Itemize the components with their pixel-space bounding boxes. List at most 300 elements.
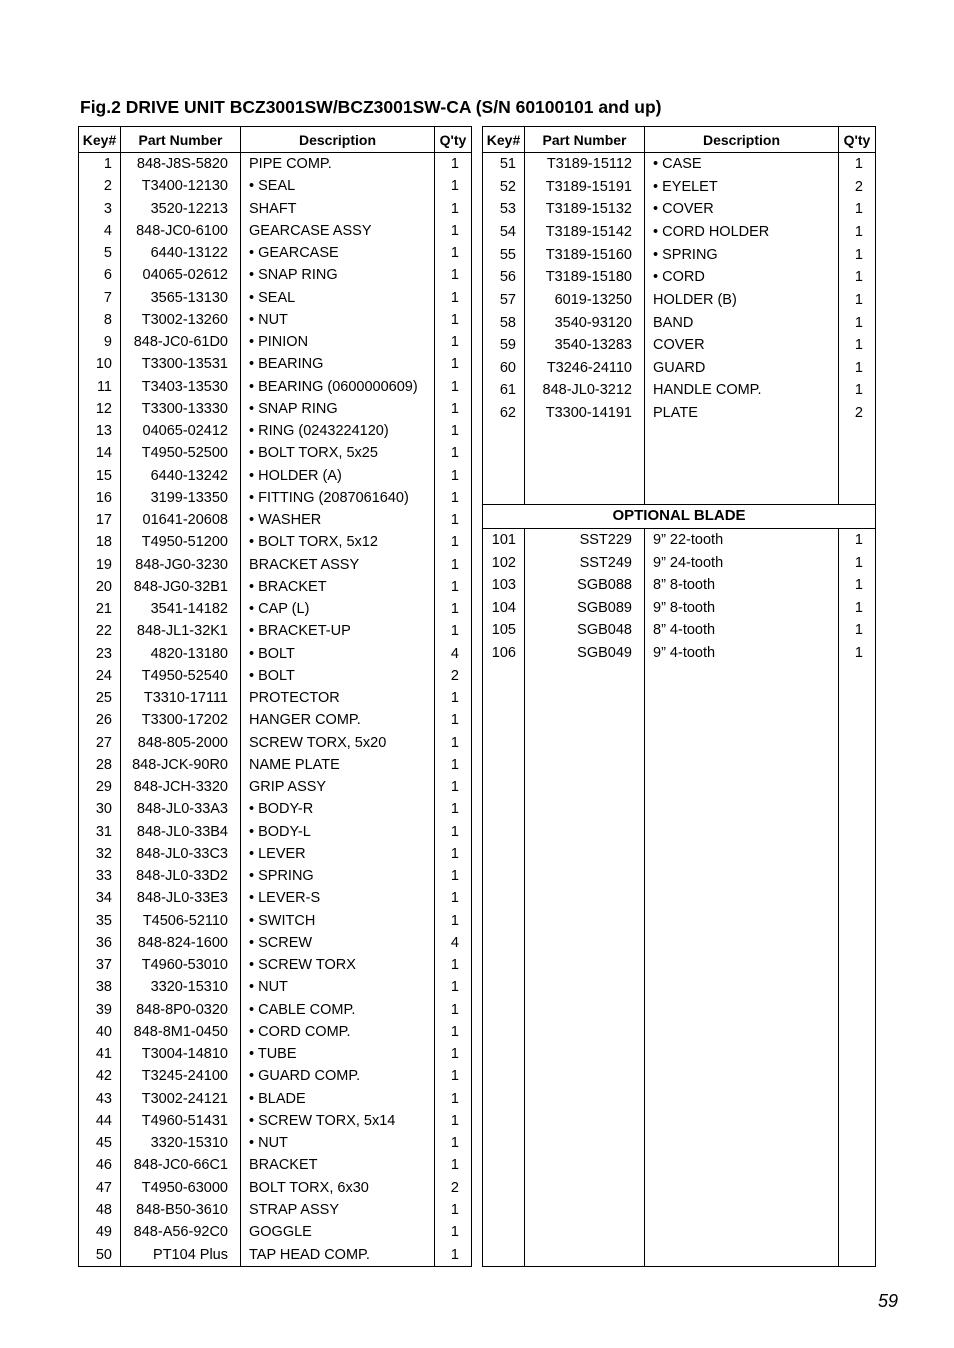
empty-cell xyxy=(483,425,525,505)
table-row xyxy=(79,954,472,976)
cell-qty: 1 xyxy=(435,798,472,820)
cell-description: • CAP (L) xyxy=(241,598,435,620)
cell-key: 20 xyxy=(79,576,121,598)
cell-part-number: SGB089 xyxy=(525,597,645,620)
column-header-key: Key# xyxy=(483,127,525,153)
cell-key: 106 xyxy=(483,642,525,665)
table-row xyxy=(79,932,472,954)
cell-part-number: 3540-93120 xyxy=(525,311,645,334)
cell-qty: 1 xyxy=(435,620,472,642)
cell-part-number: T3403-13530 xyxy=(121,376,241,398)
cell-key: 61 xyxy=(483,379,525,402)
table-row xyxy=(483,311,876,334)
cell-key: 102 xyxy=(483,551,525,574)
cell-qty: 1 xyxy=(435,153,472,176)
cell-qty: 1 xyxy=(435,487,472,509)
table-row xyxy=(483,244,876,267)
cell-key: 7 xyxy=(79,287,121,309)
cell-description: • SCREW TORX xyxy=(241,954,435,976)
cell-description: • BEARING xyxy=(241,353,435,375)
table-row xyxy=(79,287,472,309)
cell-qty: 1 xyxy=(839,311,876,334)
cell-description: • SEAL xyxy=(241,287,435,309)
cell-part-number: T3400-12130 xyxy=(121,175,241,197)
cell-qty: 1 xyxy=(435,1110,472,1132)
cell-part-number: SGB048 xyxy=(525,619,645,642)
cell-key: 34 xyxy=(79,887,121,909)
cell-description: • CABLE COMP. xyxy=(241,999,435,1021)
cell-qty: 1 xyxy=(435,821,472,843)
cell-description: • EYELET xyxy=(645,176,839,199)
cell-part-number: 6440-13122 xyxy=(121,242,241,264)
table-row xyxy=(79,976,472,998)
cell-qty: 1 xyxy=(435,1199,472,1221)
cell-key: 42 xyxy=(79,1065,121,1087)
cell-part-number: 848-JCH-3320 xyxy=(121,776,241,798)
table-row xyxy=(483,574,876,597)
cell-qty: 1 xyxy=(435,865,472,887)
cell-part-number: T3002-13260 xyxy=(121,309,241,331)
cell-part-number: T3189-15180 xyxy=(525,266,645,289)
cell-key: 50 xyxy=(79,1243,121,1266)
cell-key: 46 xyxy=(79,1154,121,1176)
cell-key: 44 xyxy=(79,1110,121,1132)
cell-key: 22 xyxy=(79,620,121,642)
cell-description: • CORD HOLDER xyxy=(645,221,839,244)
cell-key: 23 xyxy=(79,643,121,665)
cell-description: • PINION xyxy=(241,331,435,353)
cell-part-number: 848-J8S-5820 xyxy=(121,153,241,176)
cell-key: 16 xyxy=(79,487,121,509)
filler-row xyxy=(483,664,876,1266)
cell-key: 5 xyxy=(79,242,121,264)
cell-key: 2 xyxy=(79,175,121,197)
table-row xyxy=(483,528,876,551)
cell-part-number: 848-JL0-33B4 xyxy=(121,821,241,843)
cell-qty: 1 xyxy=(435,887,472,909)
cell-description: BAND xyxy=(645,311,839,334)
cell-description: COVER xyxy=(645,334,839,357)
cell-qty: 1 xyxy=(435,1243,472,1266)
cell-description: HOLDER (B) xyxy=(645,289,839,312)
table-row xyxy=(79,1088,472,1110)
column-header-key: Key# xyxy=(79,127,121,153)
cell-qty: 4 xyxy=(435,643,472,665)
table-row xyxy=(483,266,876,289)
cell-description: HANDLE COMP. xyxy=(645,379,839,402)
cell-part-number: 848-JL0-33E3 xyxy=(121,887,241,909)
table-row xyxy=(79,198,472,220)
cell-description: SCREW TORX, 5x20 xyxy=(241,732,435,754)
table-row xyxy=(79,709,472,731)
table-row xyxy=(79,1110,472,1132)
cell-key: 14 xyxy=(79,442,121,464)
table-row xyxy=(483,221,876,244)
cell-description: • GEARCASE xyxy=(241,242,435,264)
cell-key: 39 xyxy=(79,999,121,1021)
cell-part-number: 01641-20608 xyxy=(121,509,241,531)
cell-key: 105 xyxy=(483,619,525,642)
cell-description: • NUT xyxy=(241,309,435,331)
cell-qty: 1 xyxy=(435,554,472,576)
cell-description: PROTECTOR xyxy=(241,687,435,709)
table-row xyxy=(79,465,472,487)
table-row xyxy=(79,175,472,197)
cell-key: 9 xyxy=(79,331,121,353)
cell-key: 49 xyxy=(79,1221,121,1243)
cell-qty: 1 xyxy=(435,954,472,976)
cell-qty: 1 xyxy=(435,398,472,420)
cell-key: 17 xyxy=(79,509,121,531)
cell-qty: 1 xyxy=(435,353,472,375)
cell-part-number: 848-805-2000 xyxy=(121,732,241,754)
table-row xyxy=(79,376,472,398)
cell-description: GRIP ASSY xyxy=(241,776,435,798)
table-row xyxy=(483,402,876,425)
cell-description: GUARD xyxy=(645,357,839,380)
cell-qty: 1 xyxy=(435,442,472,464)
empty-cell xyxy=(839,664,876,1266)
table-row xyxy=(79,865,472,887)
cell-part-number: 6440-13242 xyxy=(121,465,241,487)
cell-part-number: 848-JC0-6100 xyxy=(121,220,241,242)
cell-description: 9” 24-tooth xyxy=(645,551,839,574)
cell-description: 9” 22-tooth xyxy=(645,528,839,551)
cell-description: • BRACKET xyxy=(241,576,435,598)
cell-description: • BOLT xyxy=(241,665,435,687)
cell-key: 13 xyxy=(79,420,121,442)
cell-part-number: 04065-02412 xyxy=(121,420,241,442)
cell-key: 58 xyxy=(483,311,525,334)
column-header-part-number: Part Number xyxy=(121,127,241,153)
cell-part-number: SST229 xyxy=(525,528,645,551)
table-row xyxy=(79,1177,472,1199)
cell-description: • BOLT xyxy=(241,643,435,665)
cell-qty: 1 xyxy=(839,221,876,244)
cell-qty: 1 xyxy=(839,198,876,221)
cell-key: 103 xyxy=(483,574,525,597)
cell-qty: 1 xyxy=(435,1132,472,1154)
cell-part-number: 848-JL0-33D2 xyxy=(121,865,241,887)
cell-description: • BOLT TORX, 5x12 xyxy=(241,531,435,553)
cell-qty: 1 xyxy=(435,776,472,798)
cell-key: 12 xyxy=(79,398,121,420)
cell-description: BOLT TORX, 6x30 xyxy=(241,1177,435,1199)
cell-part-number: 848-JC0-61D0 xyxy=(121,331,241,353)
cell-qty: 1 xyxy=(435,1154,472,1176)
cell-description: PLATE xyxy=(645,402,839,425)
cell-description: • FITTING (2087061640) xyxy=(241,487,435,509)
cell-qty: 1 xyxy=(435,465,472,487)
cell-description: • SEAL xyxy=(241,175,435,197)
cell-key: 60 xyxy=(483,357,525,380)
cell-part-number: SGB088 xyxy=(525,574,645,597)
column-header-qty: Q'ty xyxy=(435,127,472,153)
cell-description: • SPRING xyxy=(645,244,839,267)
cell-part-number: 848-8M1-0450 xyxy=(121,1021,241,1043)
cell-qty: 1 xyxy=(435,709,472,731)
cell-qty: 1 xyxy=(839,574,876,597)
table-row xyxy=(79,1221,472,1243)
cell-description: • BODY-R xyxy=(241,798,435,820)
cell-part-number: T4506-52110 xyxy=(121,910,241,932)
cell-key: 57 xyxy=(483,289,525,312)
table-row xyxy=(79,1043,472,1065)
cell-key: 37 xyxy=(79,954,121,976)
cell-description: GOGGLE xyxy=(241,1221,435,1243)
cell-part-number: T3189-15142 xyxy=(525,221,645,244)
cell-key: 33 xyxy=(79,865,121,887)
cell-qty: 1 xyxy=(435,1043,472,1065)
cell-key: 3 xyxy=(79,198,121,220)
table-row xyxy=(79,732,472,754)
table-header-row xyxy=(79,127,472,153)
cell-description: • CORD COMP. xyxy=(241,1021,435,1043)
cell-qty: 1 xyxy=(435,420,472,442)
cell-key: 43 xyxy=(79,1088,121,1110)
cell-key: 45 xyxy=(79,1132,121,1154)
cell-part-number: 3565-13130 xyxy=(121,287,241,309)
cell-qty: 2 xyxy=(435,665,472,687)
table-row xyxy=(79,754,472,776)
cell-description: TAP HEAD COMP. xyxy=(241,1243,435,1266)
cell-key: 38 xyxy=(79,976,121,998)
cell-part-number: T3300-13330 xyxy=(121,398,241,420)
cell-part-number: 848-B50-3610 xyxy=(121,1199,241,1221)
table-row xyxy=(79,576,472,598)
cell-key: 59 xyxy=(483,334,525,357)
cell-key: 26 xyxy=(79,709,121,731)
cell-part-number: 848-JL0-33A3 xyxy=(121,798,241,820)
table-row xyxy=(79,798,472,820)
filler-row xyxy=(483,425,876,505)
cell-qty: 1 xyxy=(839,266,876,289)
table-row xyxy=(79,1243,472,1266)
cell-key: 24 xyxy=(79,665,121,687)
table-row xyxy=(79,220,472,242)
cell-part-number: 3520-12213 xyxy=(121,198,241,220)
cell-part-number: T3189-15112 xyxy=(525,153,645,176)
cell-description: • BLADE xyxy=(241,1088,435,1110)
cell-part-number: 3541-14182 xyxy=(121,598,241,620)
cell-key: 11 xyxy=(79,376,121,398)
cell-key: 41 xyxy=(79,1043,121,1065)
table-row xyxy=(79,1065,472,1087)
cell-description: • BOLT TORX, 5x25 xyxy=(241,442,435,464)
column-header-description: Description xyxy=(241,127,435,153)
column-header-description: Description xyxy=(645,127,839,153)
table-row xyxy=(79,554,472,576)
table-row xyxy=(79,665,472,687)
table-row xyxy=(483,334,876,357)
cell-part-number: T4950-51200 xyxy=(121,531,241,553)
parts-table-right-body xyxy=(483,153,876,1267)
cell-key: 19 xyxy=(79,554,121,576)
cell-qty: 1 xyxy=(839,357,876,380)
cell-description: • LEVER xyxy=(241,843,435,865)
cell-qty: 1 xyxy=(839,153,876,176)
cell-qty: 1 xyxy=(839,379,876,402)
table-row xyxy=(483,642,876,665)
cell-qty: 2 xyxy=(839,402,876,425)
parts-table-left-body xyxy=(79,153,472,1267)
cell-description: SHAFT xyxy=(241,198,435,220)
cell-description: • CORD xyxy=(645,266,839,289)
cell-key: 56 xyxy=(483,266,525,289)
cell-qty: 1 xyxy=(435,732,472,754)
cell-description: • SCREW xyxy=(241,932,435,954)
empty-cell xyxy=(525,425,645,505)
cell-key: 51 xyxy=(483,153,525,176)
cell-description: BRACKET xyxy=(241,1154,435,1176)
cell-qty: 1 xyxy=(435,976,472,998)
cell-part-number: 3320-15310 xyxy=(121,1132,241,1154)
cell-part-number: T3300-17202 xyxy=(121,709,241,731)
cell-key: 1 xyxy=(79,153,121,176)
cell-description: 8” 8-tooth xyxy=(645,574,839,597)
cell-qty: 1 xyxy=(435,264,472,286)
cell-key: 31 xyxy=(79,821,121,843)
cell-qty: 1 xyxy=(435,531,472,553)
cell-part-number: 848-JL0-3212 xyxy=(525,379,645,402)
cell-qty: 1 xyxy=(435,687,472,709)
table-row xyxy=(79,420,472,442)
cell-key: 35 xyxy=(79,910,121,932)
table-row xyxy=(79,910,472,932)
cell-description: • SCREW TORX, 5x14 xyxy=(241,1110,435,1132)
table-row xyxy=(79,309,472,331)
cell-description: • TUBE xyxy=(241,1043,435,1065)
table-row xyxy=(79,531,472,553)
cell-qty: 1 xyxy=(435,598,472,620)
empty-cell xyxy=(645,664,839,1266)
optional-blade-heading-row xyxy=(483,505,876,529)
cell-qty: 1 xyxy=(839,289,876,312)
cell-description: • HOLDER (A) xyxy=(241,465,435,487)
cell-key: 18 xyxy=(79,531,121,553)
cell-qty: 1 xyxy=(435,509,472,531)
cell-qty: 1 xyxy=(435,309,472,331)
cell-key: 36 xyxy=(79,932,121,954)
cell-qty: 2 xyxy=(839,176,876,199)
cell-key: 53 xyxy=(483,198,525,221)
cell-part-number: T4960-51431 xyxy=(121,1110,241,1132)
cell-qty: 1 xyxy=(435,1021,472,1043)
cell-part-number: 848-JG0-32B1 xyxy=(121,576,241,598)
cell-description: • BODY-L xyxy=(241,821,435,843)
cell-qty: 1 xyxy=(435,576,472,598)
cell-part-number: T3245-24100 xyxy=(121,1065,241,1087)
cell-qty: 1 xyxy=(839,334,876,357)
table-row xyxy=(79,687,472,709)
cell-part-number: 848-824-1600 xyxy=(121,932,241,954)
table-row xyxy=(483,176,876,199)
cell-part-number: T4950-52500 xyxy=(121,442,241,464)
cell-key: 8 xyxy=(79,309,121,331)
table-row xyxy=(483,379,876,402)
table-row xyxy=(79,821,472,843)
cell-part-number: SST249 xyxy=(525,551,645,574)
cell-part-number: 848-8P0-0320 xyxy=(121,999,241,1021)
cell-part-number: 3320-15310 xyxy=(121,976,241,998)
parts-table-right xyxy=(482,126,876,1267)
cell-part-number: T3189-15160 xyxy=(525,244,645,267)
table-row xyxy=(483,289,876,312)
cell-part-number: SGB049 xyxy=(525,642,645,665)
table-row xyxy=(79,620,472,642)
cell-key: 55 xyxy=(483,244,525,267)
table-row xyxy=(483,619,876,642)
cell-key: 15 xyxy=(79,465,121,487)
cell-qty: 1 xyxy=(435,754,472,776)
cell-key: 48 xyxy=(79,1199,121,1221)
cell-part-number: T4950-63000 xyxy=(121,1177,241,1199)
cell-part-number: 848-JCK-90R0 xyxy=(121,754,241,776)
cell-key: 10 xyxy=(79,353,121,375)
cell-part-number: PT104 Plus xyxy=(121,1243,241,1266)
cell-qty: 1 xyxy=(435,376,472,398)
table-row xyxy=(79,598,472,620)
cell-part-number: T4950-52540 xyxy=(121,665,241,687)
cell-part-number: T3189-15132 xyxy=(525,198,645,221)
cell-part-number: 3540-13283 xyxy=(525,334,645,357)
cell-qty: 1 xyxy=(839,244,876,267)
cell-qty: 1 xyxy=(839,642,876,665)
cell-part-number: 848-JC0-66C1 xyxy=(121,1154,241,1176)
cell-key: 47 xyxy=(79,1177,121,1199)
cell-part-number: 848-JL0-33C3 xyxy=(121,843,241,865)
cell-description: HANGER COMP. xyxy=(241,709,435,731)
cell-description: • NUT xyxy=(241,976,435,998)
cell-description: • SWITCH xyxy=(241,910,435,932)
cell-description: GEARCASE ASSY xyxy=(241,220,435,242)
empty-cell xyxy=(839,425,876,505)
cell-part-number: 04065-02612 xyxy=(121,264,241,286)
table-row xyxy=(79,264,472,286)
table-row xyxy=(483,597,876,620)
cell-key: 101 xyxy=(483,528,525,551)
cell-part-number: T3310-17111 xyxy=(121,687,241,709)
table-row xyxy=(79,1199,472,1221)
cell-qty: 1 xyxy=(839,551,876,574)
cell-qty: 1 xyxy=(435,242,472,264)
cell-qty: 2 xyxy=(435,1177,472,1199)
cell-description: NAME PLATE xyxy=(241,754,435,776)
cell-part-number: 6019-13250 xyxy=(525,289,645,312)
cell-description: • SNAP RING xyxy=(241,398,435,420)
cell-key: 6 xyxy=(79,264,121,286)
cell-description: • BEARING (0600000609) xyxy=(241,376,435,398)
cell-key: 54 xyxy=(483,221,525,244)
optional-blade-heading: OPTIONAL BLADE xyxy=(483,505,876,529)
page-number: 59 xyxy=(878,1291,899,1311)
column-header-part-number: Part Number xyxy=(525,127,645,153)
cell-key: 52 xyxy=(483,176,525,199)
cell-part-number: 848-A56-92C0 xyxy=(121,1221,241,1243)
cell-part-number: T3300-13531 xyxy=(121,353,241,375)
cell-key: 104 xyxy=(483,597,525,620)
cell-qty: 1 xyxy=(839,619,876,642)
cell-part-number: T4960-53010 xyxy=(121,954,241,976)
cell-part-number: 4820-13180 xyxy=(121,643,241,665)
table-row xyxy=(79,353,472,375)
cell-description: • LEVER-S xyxy=(241,887,435,909)
cell-qty: 1 xyxy=(435,287,472,309)
table-row xyxy=(79,643,472,665)
cell-key: 40 xyxy=(79,1021,121,1043)
cell-part-number: T3002-24121 xyxy=(121,1088,241,1110)
cell-part-number: 3199-13350 xyxy=(121,487,241,509)
